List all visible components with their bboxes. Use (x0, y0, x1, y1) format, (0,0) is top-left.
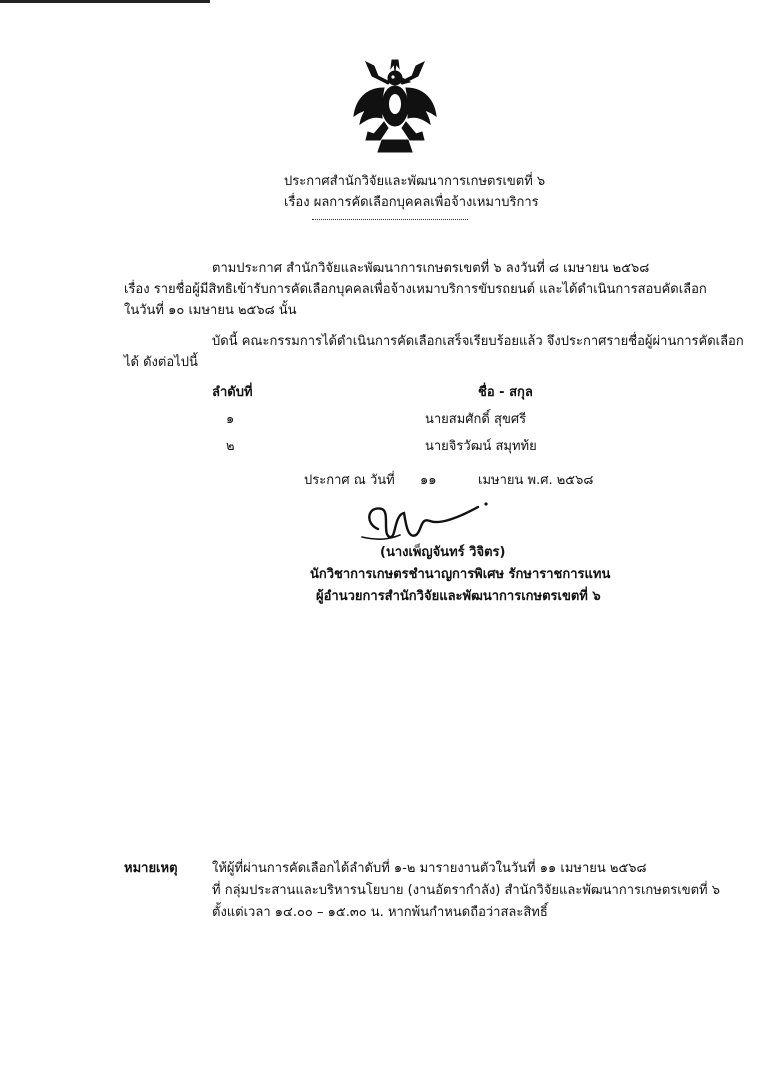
header-dotted-divider (312, 219, 468, 220)
header-line-1: ประกาศสำนักวิจัยและพัฒนาการเกษตรเขตที่ ๖ (284, 174, 546, 189)
table-row-2-order: ๒ (226, 439, 235, 454)
table-row-1-name: นายสมศักดิ์ สุขศรี (425, 412, 527, 427)
table-row-1-order: ๑ (226, 412, 235, 427)
signer-name: (นางเพ็ญจันทร์ วิจิตร) (380, 545, 506, 560)
announce-date-month-year: เมษายน พ.ศ. ๒๕๖๘ (478, 473, 594, 488)
header-line-2: เรื่อง ผลการคัดเลือกบุคคลเพื่อจ้างเหมาบริการ (284, 195, 539, 210)
note-line-3: ตั้งแต่เวลา ๑๔.๐๐ – ๑๕.๓๐ น. หากพ้นกำหนดถือว่าสละสิทธิ์ (212, 905, 548, 920)
note-line-2: ที่ กลุ่มประสานและบริหารนโยบาย (งานอัตรากำลัง) สำนักวิจัยและพัฒนาการเกษตรเขตที่ ๖ (212, 883, 721, 898)
table-row-2-name: นายจิรวัฒน์ สมุทท้ย (425, 439, 537, 454)
paragraph1-line3: ในวันที่ ๑๐ เมษายน ๒๕๖๘ นั้น (124, 303, 297, 318)
paragraph1-line1: ตามประกาศ สำนักวิจัยและพัฒนาการเกษตรเขตที่ ๖ ลงวันที่ ๘ เมษายน ๒๕๖๘ (212, 261, 650, 276)
garuda-emblem-icon (352, 58, 438, 154)
table-header-order: ลำดับที่ (212, 385, 253, 400)
announce-date-label: ประกาศ ณ วันที่ (304, 473, 395, 488)
note-label: หมายเหตุ (124, 861, 178, 876)
announce-date-day: ๑๑ (420, 473, 437, 488)
signer-position-2: ผู้อำนวยการสำนักวิจัยและพัฒนาการเกษตรเขตที่ ๖ (316, 589, 601, 604)
table-header-name: ชื่อ - สกุล (478, 385, 533, 400)
note-line-1: ให้ผู้ที่ผ่านการคัดเลือกได้ลำดับที่ ๑-๒ มารายงานตัวในวันที่ ๑๑ เมษายน ๒๕๖๘ (212, 861, 647, 876)
signer-position-1: นักวิชาการเกษตรชำนาญการพิเศษ รักษาราชการแทน (310, 567, 611, 582)
paragraph2-line2: ได้ ดังต่อไปนี้ (124, 355, 198, 370)
handwritten-signature (360, 495, 500, 550)
paragraph2-line1: บัดนี้ คณะกรรมการได้ดำเนินการคัดเลือกเสร็จเรียบร้อยแล้ว จึงประกาศรายชื่อผู้ผ่านการคัดเลือก (212, 334, 744, 349)
top-edge-rule (0, 0, 210, 3)
paragraph1-line2: เรื่อง รายชื่อผู้มีสิทธิเข้ารับการคัดเลือกบุคคลเพื่อจ้างเหมาบริการขับรถยนต์ และได้ดำเนินการสอบคัดเลือก (124, 282, 707, 297)
